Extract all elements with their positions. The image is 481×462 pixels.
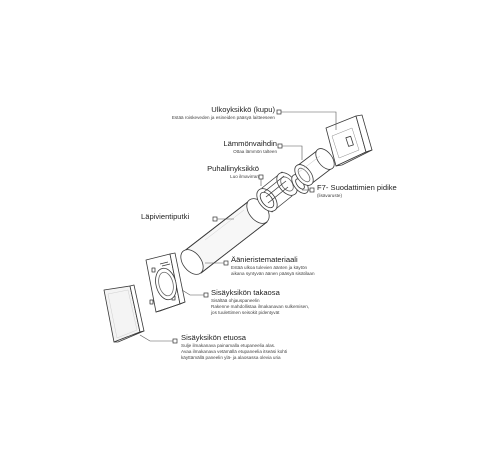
marker-etuosa: [173, 339, 177, 343]
label-takaosa: Sisäyksikön takaosa Sisältää ohjauspaneelin Rakenne mahdollistaa ilmakanavan sulkemisen, jos tuulettimen seisokit pidentyvät: [211, 288, 310, 315]
marker-ulkoyksikko: [277, 110, 281, 114]
label-ulkoyksikko: Ulkoyksikkö (kupu) Estää roiskeveden ja esineiden pääsyä laitteeseen: [171, 105, 275, 120]
label-lapivientiputki: Läpivientiputki: [141, 212, 190, 221]
indoor-unit-back-panel: [146, 253, 185, 312]
label-puhallinyksikko: Puhallinyksikkö Luo ilmavirran: [207, 164, 259, 179]
label-aanieriste: Äänieristemateriaali Estää ulkoa tulevien äänten ja käytön aikana syntyvän äänen pääsyä sisätilaan: [231, 255, 315, 276]
label-suodatin: F7- Suodattimien pidike (lisävaruste): [317, 183, 397, 198]
indoor-unit-front-panel: [104, 285, 144, 342]
label-etuosa: Sisäyksikön etuosa Sulje ilmakanava painamalla etupaneelia alas. Avaa ilmakanava vetämällä etupaneelia itseäsi kohti käyttämällä paneelin ylä- ja alaosassa olevia uria: [181, 333, 288, 360]
marker-suodatin: [310, 188, 314, 192]
marker-takaosa: [204, 293, 208, 297]
marker-aanieriste: [224, 261, 228, 265]
marker-lapivientiputki: [213, 217, 217, 221]
marker-lammonvaihdin: [278, 144, 282, 148]
label-lammonvaihdin: Lämmönvaihdin Ottaa lämmön talteen: [223, 139, 277, 154]
marker-puhallinyksikko: [259, 175, 263, 179]
